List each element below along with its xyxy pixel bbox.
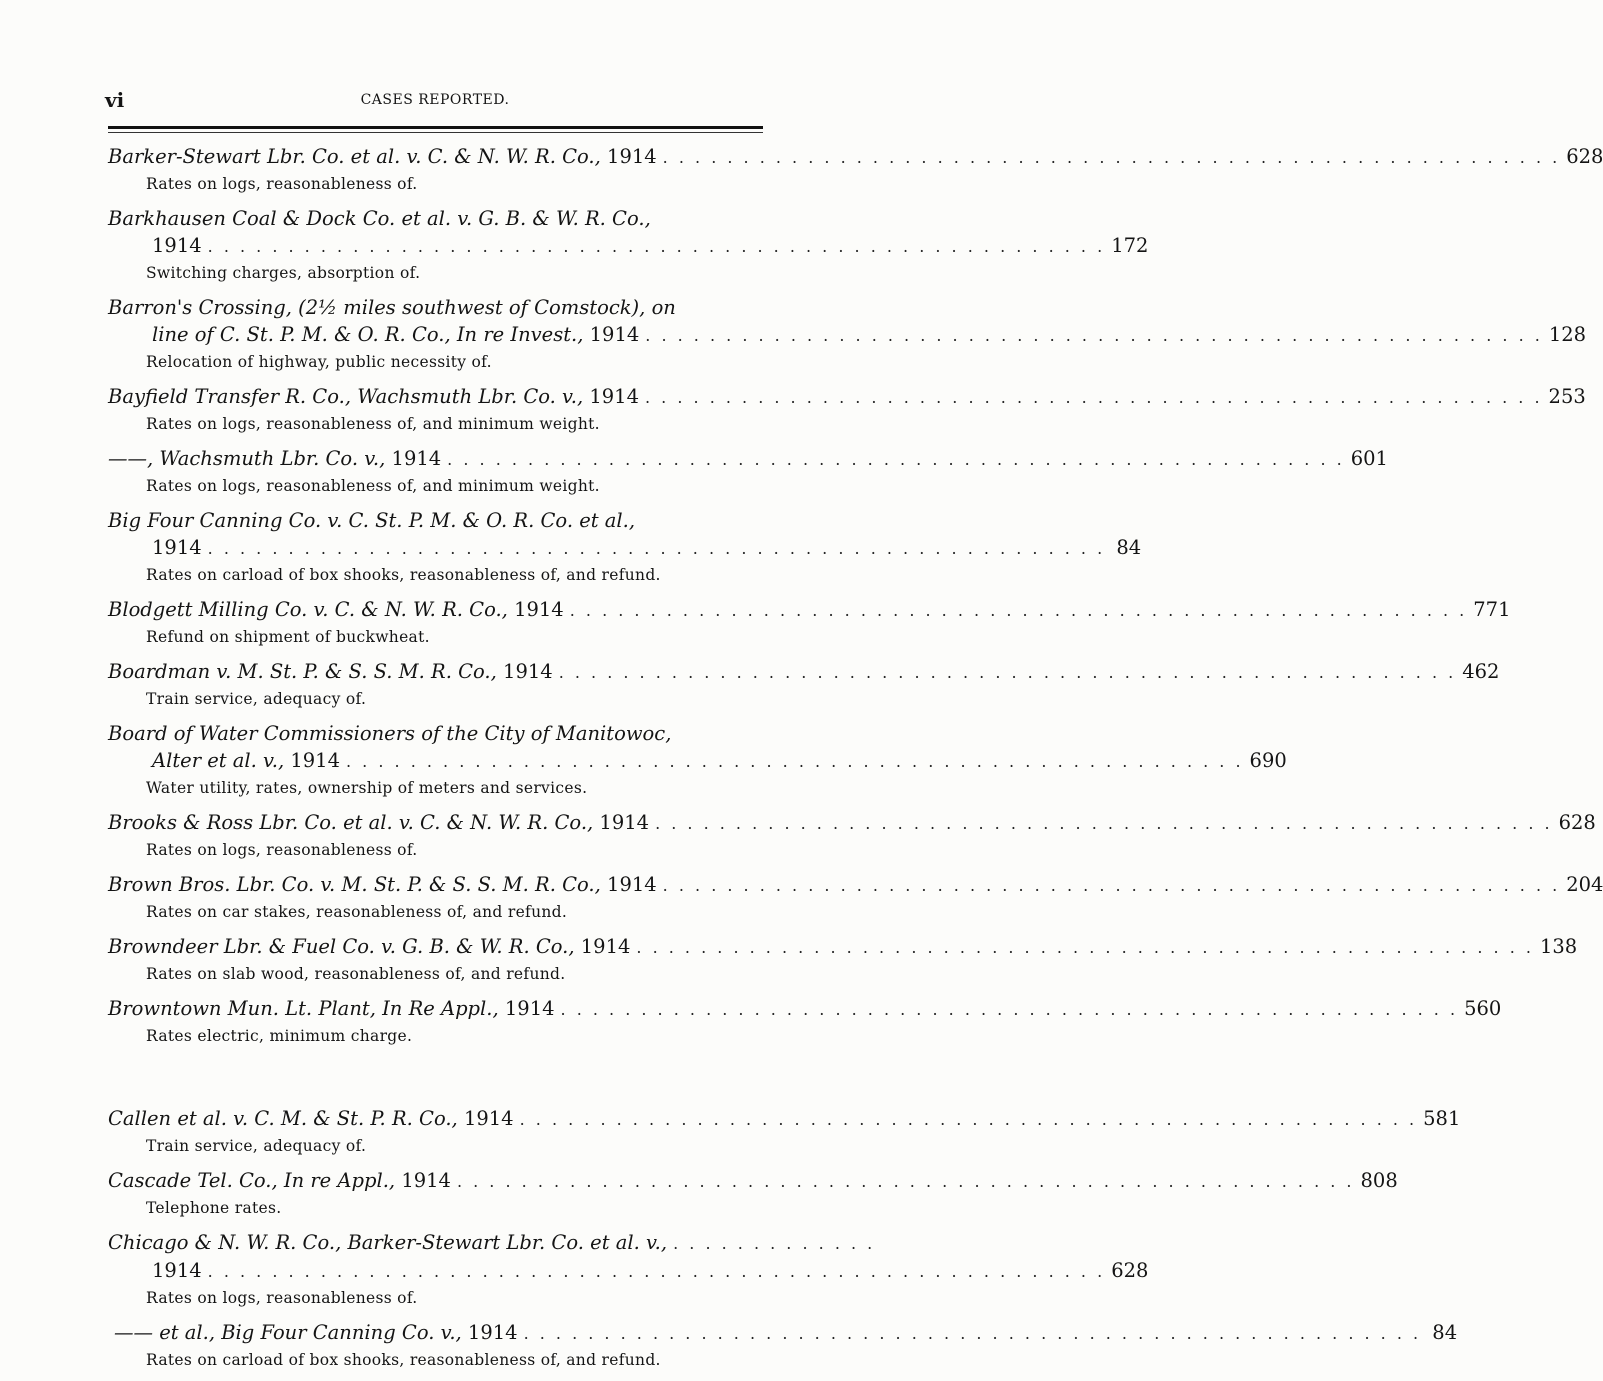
case-page: 128 bbox=[1548, 323, 1587, 346]
case-year: 1914 bbox=[589, 323, 640, 346]
case-title: Browndeer Lbr. & Fuel Co. v. G. B. & W. R. Co., bbox=[108, 935, 575, 958]
case-page: 690 bbox=[1249, 749, 1287, 772]
case-title: Barron's Crossing, (2½ miles southwest of Comstock), on bbox=[108, 296, 676, 319]
case-entry bbox=[108, 205, 1149, 286]
case-page: 628 bbox=[1566, 145, 1603, 168]
case-title: Cascade Tel. Co., In re Appl., bbox=[108, 1169, 396, 1192]
case-title-continued: line of C. St. P. M. & O. R. Co., In re Invest., bbox=[152, 323, 584, 346]
case-title: Blodgett Milling Co. v. C. & N. W. R. Co., bbox=[108, 598, 508, 621]
case-title: Boardman v. M. St. P. & S. S. M. R. Co., bbox=[108, 660, 497, 683]
case-title-continued: Alter et al. v., bbox=[152, 749, 285, 772]
case-year: 1914 bbox=[599, 811, 650, 834]
case-entry bbox=[108, 658, 1500, 712]
leader-dots: . . . . . . . . . . . . . . . . . . . . . . . . . . . . . . . . . . . . . . . . . . . . . . . . . . . . . . . . bbox=[207, 1262, 1106, 1281]
case-entry bbox=[108, 1105, 1461, 1159]
case-entry bbox=[108, 507, 1142, 588]
case-note: Telephone rates. bbox=[146, 1199, 282, 1217]
section-gap bbox=[108, 1057, 763, 1105]
case-entry bbox=[108, 1167, 1398, 1221]
case-note: Relocation of highway, public necessity of. bbox=[146, 353, 492, 371]
case-year: 1914 bbox=[152, 1259, 202, 1282]
case-note: Rates on logs, reasonableness of. bbox=[146, 1289, 418, 1307]
case-page: 172 bbox=[1111, 234, 1149, 257]
leader-dots: . . . . . . . . . . . . . . . . . . . . . . . . . . . . . . . . . . . . . . . . . . . . . . . . . . . . . . . . bbox=[569, 601, 1468, 620]
case-page: 581 bbox=[1423, 1107, 1461, 1130]
leader-dots: . . . . . . . . . . . . . . . . . . . . . . . . . . . . . . . . . . . . . . . . . . . . . . . . . . . . . . . . bbox=[456, 1172, 1355, 1191]
leader-dots: . . . . . . . . . . . . . . . . . . . . . . . . . . . . . . . . . . . . . . . . . . . . . . . . . . . . . . . . bbox=[558, 663, 1457, 682]
case-title: Barkhausen Coal & Dock Co. et al. v. G. B. & W. R. Co., bbox=[108, 207, 651, 230]
case-year: 1914 bbox=[607, 873, 657, 896]
case-entry bbox=[108, 383, 1586, 437]
case-note: Rates on logs, reasonableness of. bbox=[146, 175, 418, 193]
case-year: 1914 bbox=[504, 997, 555, 1020]
case-page: 253 bbox=[1548, 385, 1586, 408]
case-note: Rates on carload of box shooks, reasonableness of, and refund. bbox=[146, 1351, 661, 1369]
leader-dots: . . . . . . . . . . . . . . . . . . . . . . . . . . . . . . . . . . . . . . . . . . . . . . . . . . . . . . . . bbox=[519, 1110, 1418, 1129]
leader-dots: . . . . . . . . . . . . . . . . . . . . . . . . . . . . . . . . . . . . . . . . . . . . . . . . . . . . . . . . bbox=[645, 388, 1543, 407]
case-entry bbox=[108, 871, 1603, 925]
case-entry bbox=[108, 1229, 1149, 1311]
case-title: Bayfield Transfer R. Co., Wachsmuth Lbr. Co. v., bbox=[108, 385, 584, 408]
case-title: Browntown Mun. Lt. Plant, In Re Appl., bbox=[108, 997, 499, 1020]
case-note: Switching charges, absorption of. bbox=[146, 264, 421, 282]
header-rule bbox=[108, 126, 763, 129]
case-title: Callen et al. v. C. M. & St. P. R. Co., bbox=[108, 1107, 458, 1130]
case-title: Big Four Canning Co. v. C. St. P. M. & O. R. Co. et al., bbox=[108, 509, 636, 532]
case-year: 1914 bbox=[607, 145, 657, 168]
case-note: Water utility, rates, ownership of meters and services. bbox=[146, 779, 588, 797]
leader-dots: . . . . . . . . . . . . . . . . . . . . . . . . . . . . . . . . . . . . . . . . . . . . . . . . . . . . . . . . bbox=[662, 148, 1561, 167]
case-year: 1914 bbox=[589, 385, 639, 408]
header-rule-thin bbox=[108, 132, 763, 133]
leader-dots: . . . . . . . . . . . . . . . . . . . . . . . . . . . . . . . . . . . . . . . . . . . . . . . . . . . . . . . . bbox=[207, 237, 1106, 256]
case-year: 1914 bbox=[290, 749, 340, 772]
case-year: 1914 bbox=[514, 598, 564, 621]
case-page: 204 bbox=[1566, 873, 1603, 896]
leader-dots: . . . . . . . . . . . . . . . . . . . . . . . . . . . . . . . . . . . . . . . . . . . . . . . . . . . . . . . . bbox=[447, 450, 1345, 469]
case-note: Train service, adequacy of. bbox=[146, 690, 367, 708]
case-note: Rates on car stakes, reasonableness of, and refund. bbox=[146, 903, 568, 921]
cases-list bbox=[108, 143, 1603, 1381]
case-page: 628 bbox=[1558, 811, 1596, 834]
case-entry bbox=[108, 720, 1287, 801]
case-entry bbox=[108, 294, 1587, 375]
case-note: Rates on logs, reasonableness of. bbox=[146, 841, 418, 859]
case-note: Rates electric, minimum charge. bbox=[146, 1027, 413, 1045]
case-entry bbox=[108, 1319, 1458, 1373]
case-note: Rates on logs, reasonableness of, and minimum weight. bbox=[146, 477, 600, 495]
case-year: 1914 bbox=[503, 660, 553, 683]
running-title: CASES REPORTED. bbox=[360, 92, 510, 108]
case-page: 808 bbox=[1360, 1169, 1398, 1192]
page-header bbox=[105, 88, 765, 116]
case-page: 138 bbox=[1539, 935, 1578, 958]
leader-dots: . . . . . . . . . . . . . . . . . . . . . . . . . . . . . . . . . . . . . . . . . . . . . . . . . . . . . . . . bbox=[636, 938, 1534, 957]
case-note: Train service, adequacy of. bbox=[146, 1137, 367, 1155]
case-entry bbox=[108, 143, 1603, 197]
leader-dots: . . . . . . . . . . . . . . . . . . . . . . . . . . . . . . . . . . . . . . . . . . . . . . . . . . . . . . . . bbox=[655, 814, 1553, 833]
case-note: Rates on slab wood, reasonableness of, and refund. bbox=[146, 965, 566, 983]
page-number: vi bbox=[105, 88, 125, 112]
case-title: Brooks & Ross Lbr. Co. et al. v. C. & N. W. R. Co., bbox=[108, 811, 594, 834]
case-title: ——, Wachsmuth Lbr. Co. v., bbox=[108, 447, 386, 470]
case-page: 462 bbox=[1462, 660, 1500, 683]
leader-dots: . . . . . . . . . . . . . . . . . . . . . . . . . . . . . . . . . . . . . . . . . . . . . . . . . . . . . . . . bbox=[207, 539, 1106, 558]
case-title: Chicago & N. W. R. Co., Barker-Stewart Lbr. Co. et al. v., bbox=[108, 1231, 668, 1254]
case-year: 1914 bbox=[463, 1107, 514, 1130]
leader-dots: . . . . . . . . . . . . . . . . . . . . . . . . . . . . . . . . . . . . . . . . . . . . . . . . . . . . . . . . bbox=[346, 752, 1244, 771]
case-title: Board of Water Commissioners of the City of Manitowoc, bbox=[108, 722, 672, 745]
case-year: 1914 bbox=[401, 1169, 451, 1192]
case-title: Barker-Stewart Lbr. Co. et al. v. C. & N. W. R. Co., bbox=[108, 145, 601, 168]
case-year: 1914 bbox=[580, 935, 631, 958]
case-page: 628 bbox=[1111, 1259, 1149, 1282]
leader-dots: . . . . . . . . . . . . . . . . . . . . . . . . . . . . . . . . . . . . . . . . . . . . . . . . . . . . . . . . bbox=[662, 876, 1561, 895]
case-entry bbox=[108, 445, 1388, 499]
case-note: Rates on carload of box shooks, reasonableness of, and refund. bbox=[146, 566, 661, 584]
case-entry bbox=[108, 596, 1511, 650]
leader-dots: . . . . . . . . . . . . . bbox=[673, 1234, 876, 1253]
case-title: —— et al., Big Four Canning Co. v., bbox=[114, 1321, 462, 1344]
case-note: Rates on logs, reasonableness of, and minimum weight. bbox=[146, 415, 600, 433]
case-page: 84 bbox=[1432, 1321, 1458, 1344]
case-year: 1914 bbox=[391, 447, 442, 470]
case-year: 1914 bbox=[152, 234, 202, 257]
case-year: 1914 bbox=[152, 536, 202, 559]
case-page: 601 bbox=[1350, 447, 1388, 470]
case-page: 560 bbox=[1464, 997, 1502, 1020]
case-entry bbox=[108, 809, 1596, 863]
case-note: Refund on shipment of buckwheat. bbox=[146, 628, 430, 646]
leader-dots: . . . . . . . . . . . . . . . . . . . . . . . . . . . . . . . . . . . . . . . . . . . . . . . . . . . . . . . . bbox=[523, 1324, 1422, 1343]
case-page: 84 bbox=[1116, 536, 1142, 559]
case-year: 1914 bbox=[467, 1321, 518, 1344]
case-title: Brown Bros. Lbr. Co. v. M. St. P. & S. S. M. R. Co., bbox=[108, 873, 601, 896]
case-entry bbox=[108, 933, 1578, 987]
case-page: 771 bbox=[1473, 598, 1511, 621]
leader-dots: . . . . . . . . . . . . . . . . . . . . . . . . . . . . . . . . . . . . . . . . . . . . . . . . . . . . . . . . bbox=[560, 1000, 1459, 1019]
leader-dots: . . . . . . . . . . . . . . . . . . . . . . . . . . . . . . . . . . . . . . . . . . . . . . . . . . . . . . . . bbox=[645, 326, 1543, 345]
case-entry bbox=[108, 995, 1502, 1049]
